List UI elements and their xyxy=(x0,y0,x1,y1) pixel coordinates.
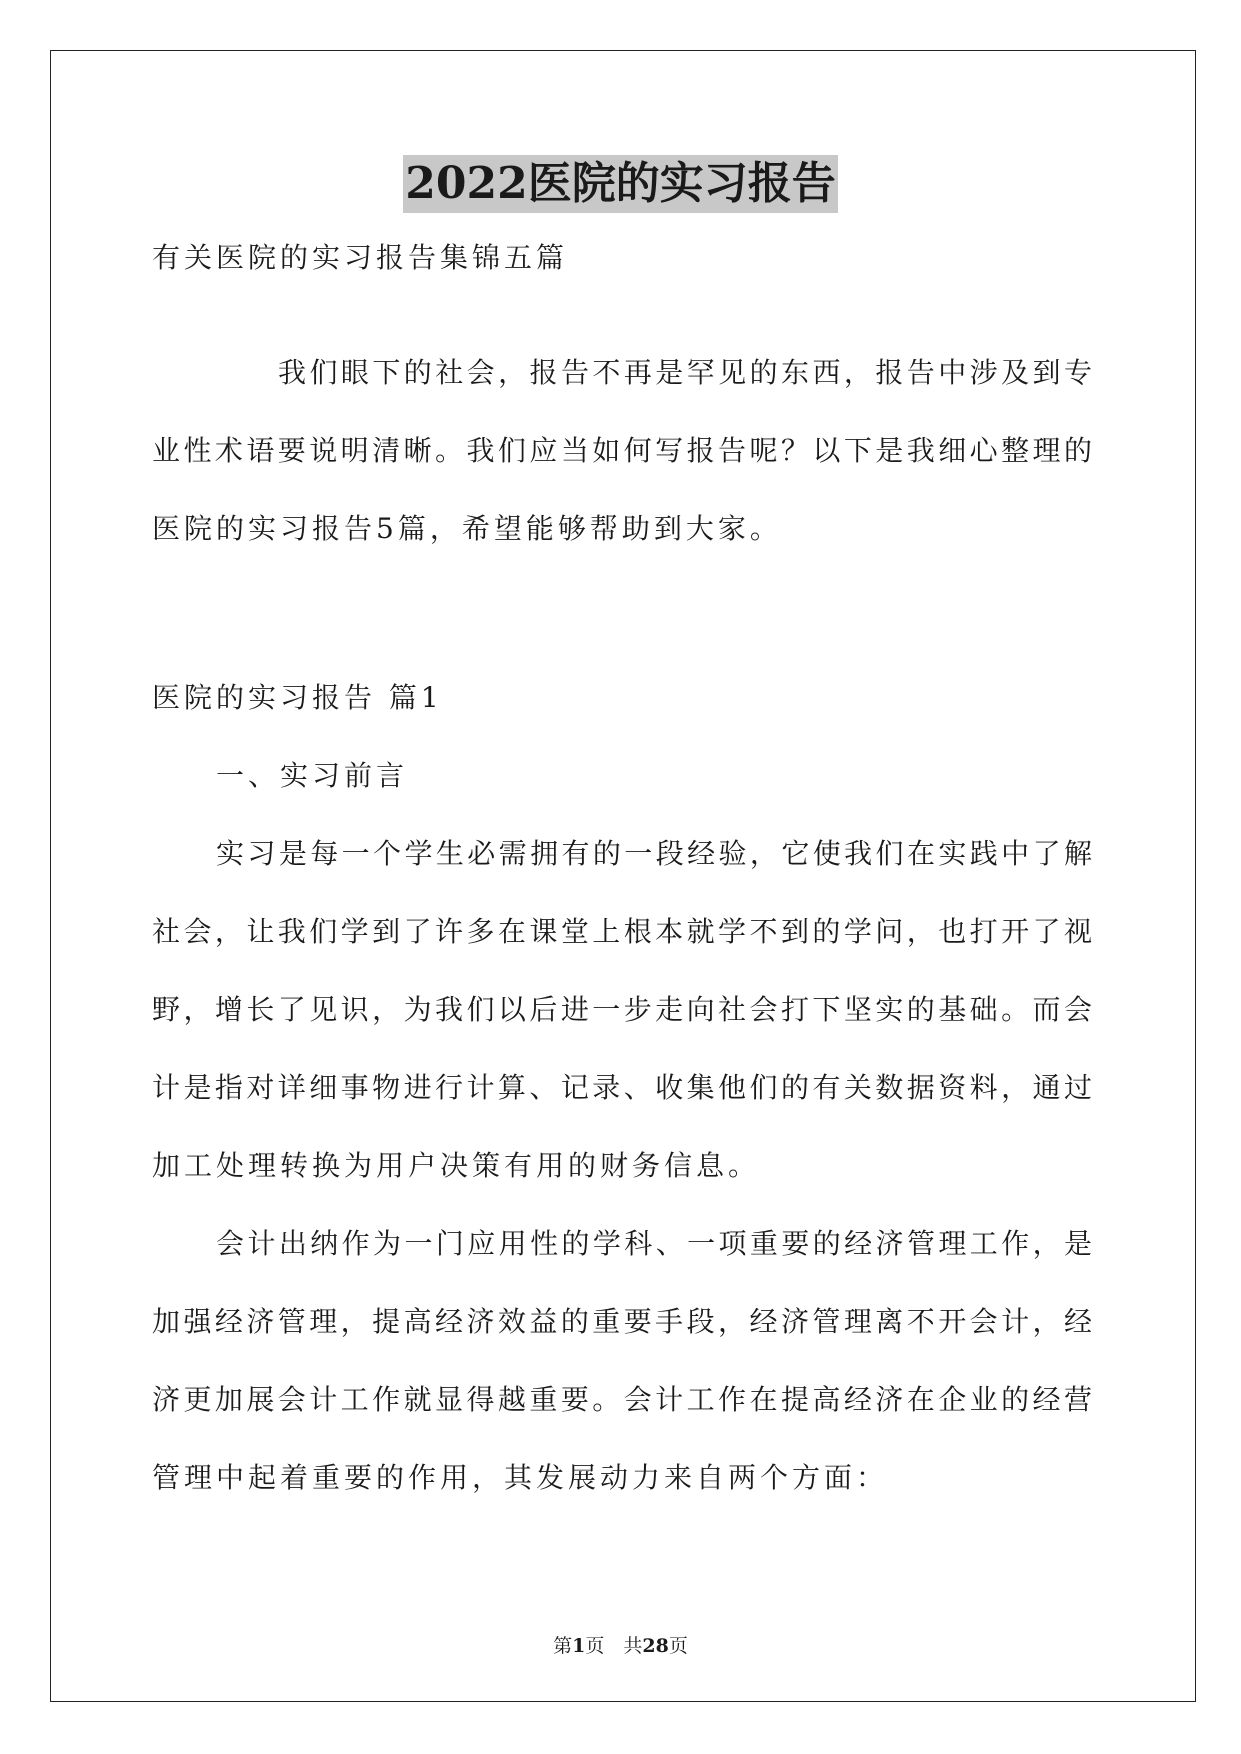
subtitle: 有关医院的实习报告集锦五篇 xyxy=(152,241,569,274)
paragraph-line: 会计出纳作为一门应用性的学科、一项重要的经济管理工作，是 xyxy=(216,1227,1092,1260)
document-title xyxy=(0,155,1241,213)
section-heading: 医院的实习报告 篇1 xyxy=(152,681,443,714)
total-page-number: 28 xyxy=(642,1635,669,1657)
paragraph-line: 社会，让我们学到了许多在课堂上根本就学不到的学问，也打开了视 xyxy=(152,915,1092,948)
paragraph-line: 实习是每一个学生必需拥有的一段经验，它使我们在实践中了解 xyxy=(216,837,1092,870)
paragraph-line: 管理中起着重要的作用，其发展动力来自两个方面： xyxy=(152,1461,889,1494)
paragraph-line: 计是指对详细事物进行计算、记录、收集他们的有关数据资料，通过 xyxy=(152,1071,1092,1104)
paragraph-line: 加工处理转换为用户决策有用的财务信息。 xyxy=(152,1149,761,1182)
page-footer xyxy=(0,1634,1241,1658)
page-border xyxy=(50,50,1196,1702)
document-title-text: 2022医院的实习报告 xyxy=(403,155,837,213)
footer-prefix: 第 xyxy=(553,1635,573,1657)
intro-line: 业性术语要说明清晰。我们应当如何写报告呢？以下是我细心整理的 xyxy=(152,434,1092,467)
footer-suffix: 页 xyxy=(668,1635,688,1657)
intro-line: 我们眼下的社会，报告不再是罕见的东西，报告中涉及到专 xyxy=(278,356,1092,389)
intro-line: 医院的实习报告5篇，希望能够帮助到大家。 xyxy=(152,512,782,545)
subheading: 一、实习前言 xyxy=(216,759,409,792)
current-page-number: 1 xyxy=(572,1635,586,1657)
paragraph-line: 野，增长了见识，为我们以后进一步走向社会打下坚实的基础。而会 xyxy=(152,993,1092,1026)
paragraph-line: 加强经济管理，提高经济效益的重要手段，经济管理离不开会计，经 xyxy=(152,1305,1092,1338)
footer-mid: 页 共 xyxy=(585,1635,643,1657)
paragraph-line: 济更加展会计工作就显得越重要。会计工作在提高经济在企业的经营 xyxy=(152,1383,1092,1416)
